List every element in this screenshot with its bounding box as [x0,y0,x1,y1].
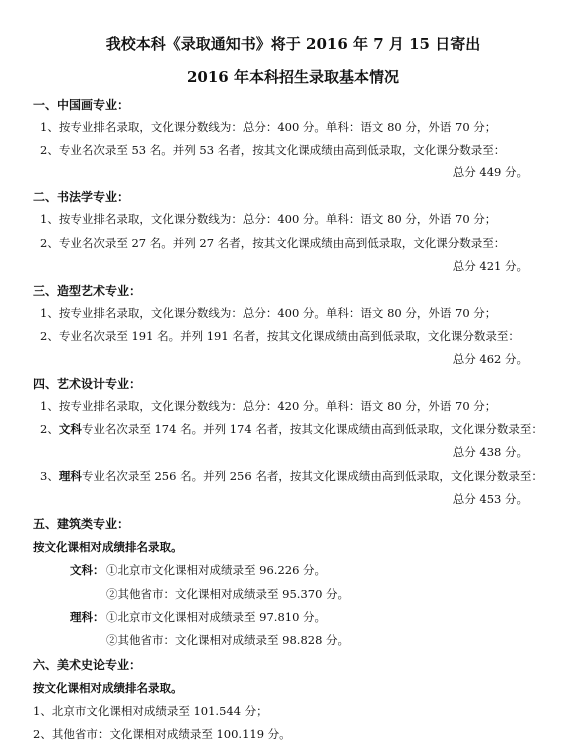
s5-science-beijing: ①北京市文化课相对成绩录至 97.810 分。 [106,610,327,624]
s4-line-3-number: 3、 [40,469,59,483]
s5-liberal-arts-other: ②其他省市：文化课相对成绩录至 95.370 分。 [106,587,350,601]
s1-line-2: 2、专业名次录至 53 名。并列 53 名者，按其文化课成绩由高到低录取，文化课分数录至： [40,143,506,157]
s4-line-2-total: 总分 438 分。 [452,445,528,459]
s2-line-1: 1、按专业排名录取，文化课分数线为：总分：400 分。单科：语文 80 分，外语 70 分； [40,212,497,226]
s2-line-2-total: 总分 421 分。 [452,259,528,273]
s5-admission-note: 按文化课相对成绩排名录取。 [33,540,183,554]
s4-line-2 [40,421,543,437]
s3-line-1: 1、按专业排名录取，文化课分数线为：总分：400 分。单科：语文 80 分，外语 70 分； [40,306,497,320]
s5-science-label: 理科： [70,610,105,624]
section-heading-art-history: 六、美术史论专业： [33,658,142,672]
s4-line-3-text: 专业名次录至 256 名。并列 256 名者，按其文化课成绩由高到低录取，文化课分数录至： [81,469,543,483]
s5-liberal-arts-beijing: ①北京市文化课相对成绩录至 96.226 分。 [106,563,327,577]
s4-line-3 [40,468,543,484]
s4-line-3-total: 总分 453 分。 [452,492,528,506]
s1-line-2-total: 总分 449 分。 [452,165,528,179]
page-subtitle: 2016 年本科招生录取基本情况 [187,68,399,86]
s4-line-2-liberal-arts: 文科 [58,422,82,436]
page-title: 我校本科《录取通知书》将于 2016 年 7 月 15 日寄出 [105,35,481,53]
s6-line-2: 2、其他省市：文化课相对成绩录至 100.119 分。 [33,727,291,741]
s2-line-2: 2、专业名次录至 27 名。并列 27 名者，按其文化课成绩由高到低录取，文化课分数录至： [40,236,506,250]
s6-line-1: 1、北京市文化课相对成绩录至 101.544 分； [33,704,268,718]
section-heading-architecture: 五、建筑类专业： [33,517,130,531]
s6-admission-note: 按文化课相对成绩排名录取。 [33,681,183,695]
section-heading-art-design: 四、艺术设计专业： [33,377,142,391]
section-heading-chinese-painting: 一、中国画专业： [33,98,130,112]
s1-line-1: 1、按专业排名录取，文化课分数线为：总分：400 分。单科：语文 80 分，外语 70 分； [40,120,497,134]
s4-line-1: 1、按专业排名录取，文化课分数线为：总分：420 分。单科：语文 80 分，外语 70 分； [40,399,497,413]
section-heading-calligraphy: 二、书法学专业： [33,190,130,204]
s4-line-2-text: 专业名次录至 174 名。并列 174 名者，按其文化课成绩由高到低录取，文化课分数录至： [81,422,543,436]
s4-line-2-number: 2、 [40,422,59,436]
s3-line-2-total: 总分 462 分。 [452,352,528,366]
s5-science-other: ②其他省市：文化课相对成绩录至 98.828 分。 [106,633,350,647]
s4-line-3-science: 理科 [58,469,82,483]
section-heading-plastic-arts: 三、造型艺术专业： [33,284,142,298]
s5-liberal-arts-label: 文科： [70,563,105,577]
s3-line-2: 2、专业名次录至 191 名。并列 191 名者，按其文化课成绩由高到低录取，文化课分数录至： [40,329,520,343]
